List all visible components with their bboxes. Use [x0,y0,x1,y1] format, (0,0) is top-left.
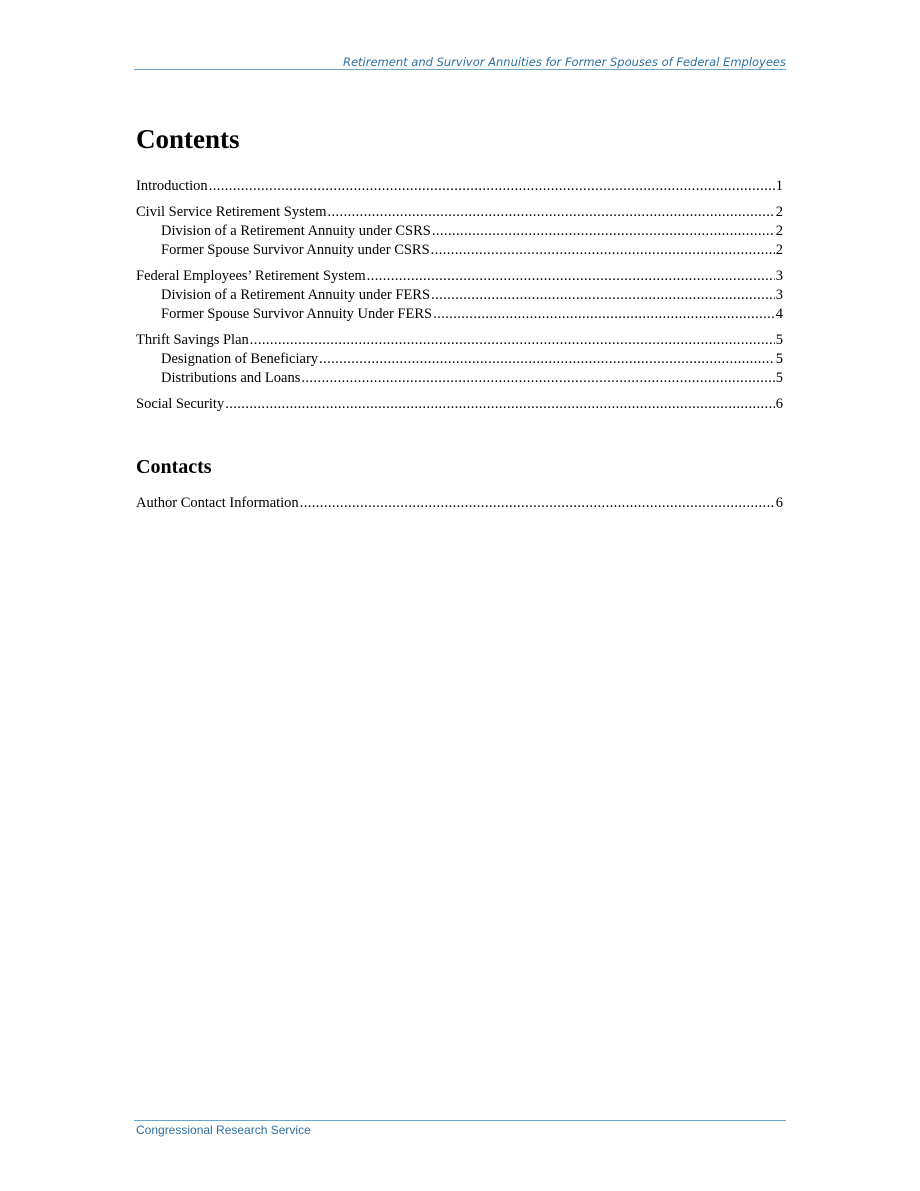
dot-leader [433,305,775,324]
toc-page-number: 6 [775,396,783,412]
toc-entry[interactable] [136,222,783,241]
toc-page-number: 2 [775,242,783,258]
toc-entry[interactable] [136,369,783,388]
toc-entry[interactable] [136,494,783,513]
dot-leader [367,267,775,286]
toc-entry[interactable] [136,395,783,414]
toc-page-number: 6 [775,495,783,511]
dot-leader [250,331,775,350]
toc-entry-title: Division of a Retirement Annuity under CSRS [161,223,431,239]
toc-page-number: 2 [775,223,783,239]
dot-leader [301,369,774,388]
table-of-contents [136,177,783,414]
toc-entry[interactable] [136,177,783,196]
dot-leader [431,286,775,305]
toc-page-number: 5 [775,351,783,367]
footer-organization: Congressional Research Service [136,1123,311,1137]
header-rule [134,69,786,70]
toc-entry-title: Distributions and Loans [161,370,301,386]
toc-page-number: 5 [775,332,783,348]
footer-rule [134,1120,786,1121]
dot-leader [432,222,775,241]
contacts-heading: Contacts [136,456,212,478]
toc-page-number: 3 [775,268,783,284]
dot-leader [225,395,775,414]
running-header-title: Retirement and Survivor Annuities for Former Spouses of Federal Employees [342,55,786,69]
dot-leader [300,494,775,513]
toc-entry[interactable] [136,331,783,350]
toc-entry-title: Civil Service Retirement System [136,204,327,220]
toc-entry-title: Author Contact Information [136,495,299,511]
toc-entry-title: Former Spouse Survivor Annuity Under FERS [161,306,433,322]
toc-entry-title: Former Spouse Survivor Annuity under CSRS [161,242,430,258]
contacts-list [136,494,783,513]
toc-page-number: 4 [775,306,783,322]
toc-page-number: 3 [775,287,783,303]
toc-page-number: 1 [775,178,783,194]
toc-page-number: 2 [775,204,783,220]
toc-entry[interactable] [136,350,783,369]
toc-page-number: 5 [775,370,783,386]
toc-entry[interactable] [136,286,783,305]
toc-entry-title: Federal Employees’ Retirement System [136,268,366,284]
toc-entry-title: Social Security [136,396,225,412]
toc-entry[interactable] [136,267,783,286]
toc-entry[interactable] [136,203,783,222]
dot-leader [431,241,775,260]
dot-leader [319,350,775,369]
contents-heading: Contents [136,124,240,154]
dot-leader [209,177,775,196]
dot-leader [327,203,774,222]
toc-entry-title: Introduction [136,178,208,194]
toc-entry-title: Thrift Savings Plan [136,332,249,348]
toc-entry-title: Designation of Beneficiary [161,351,319,367]
toc-entry-title: Division of a Retirement Annuity under FERS [161,287,431,303]
toc-entry[interactable] [136,241,783,260]
toc-entry[interactable] [136,305,783,324]
